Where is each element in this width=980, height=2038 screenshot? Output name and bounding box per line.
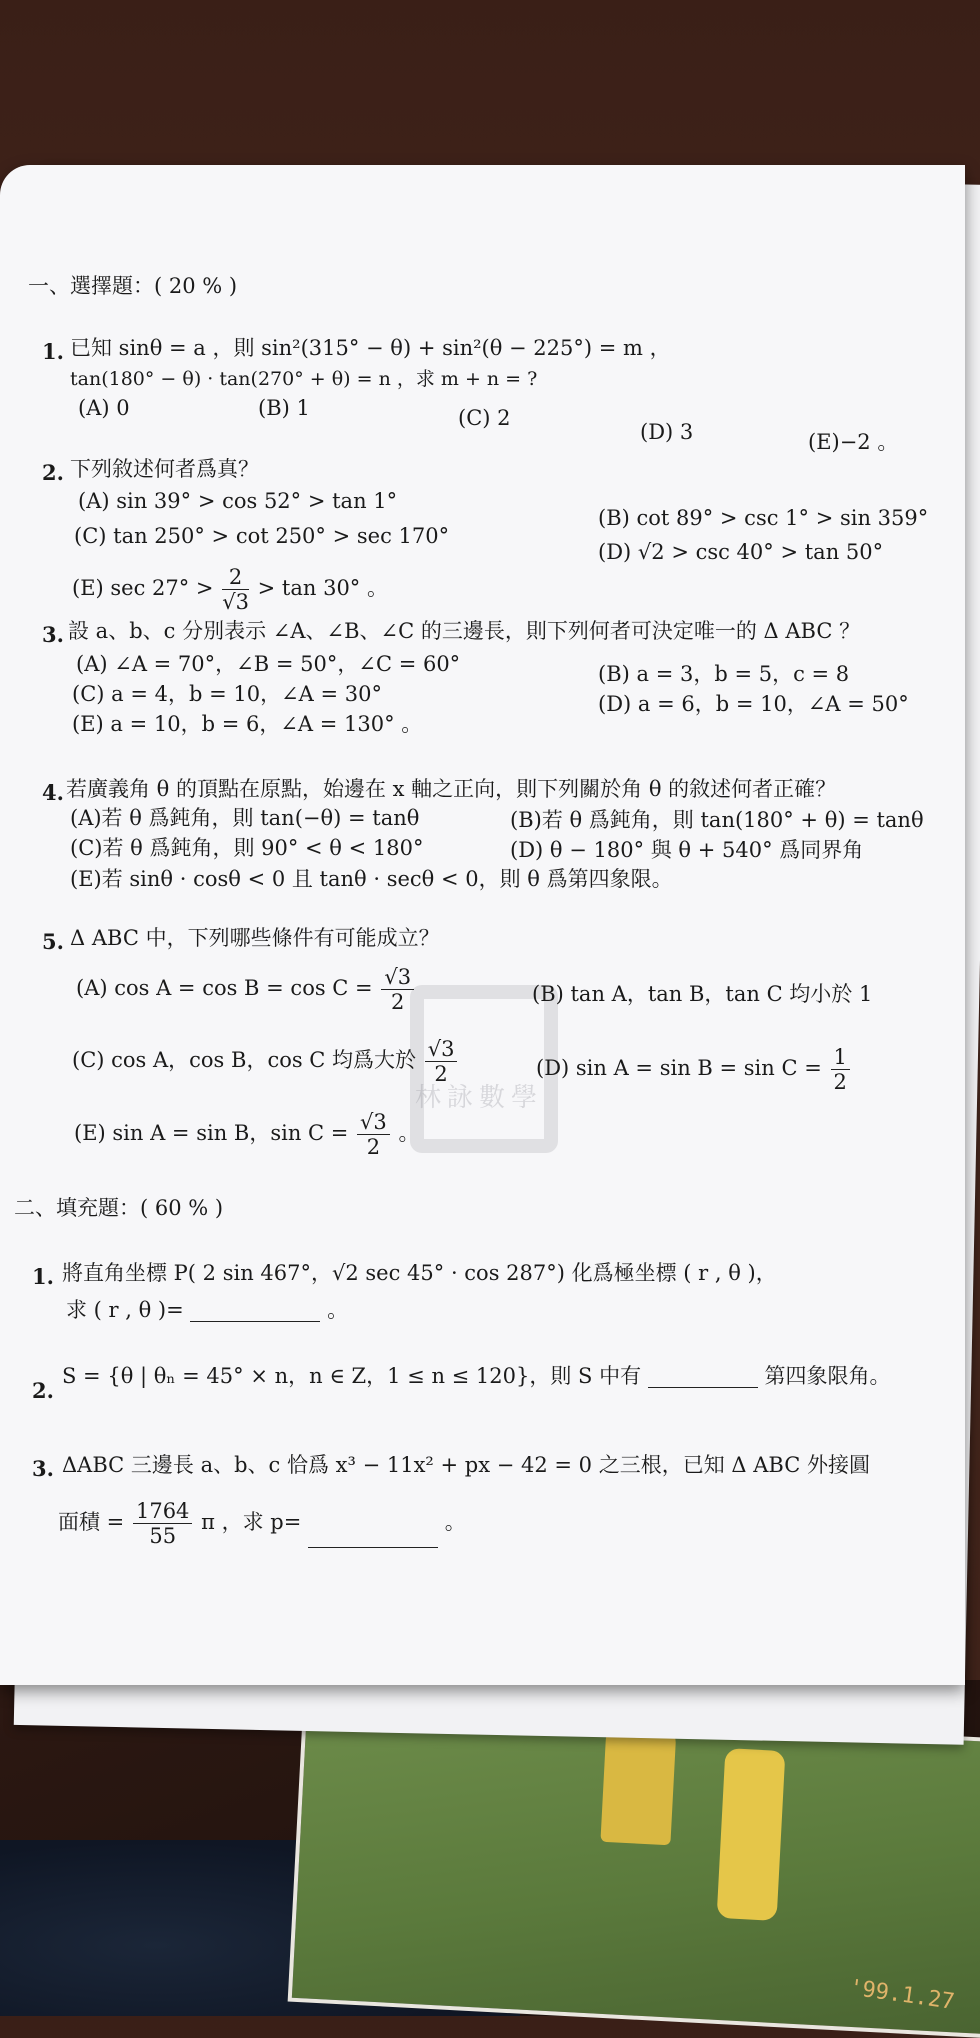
q4-option-c: (C)若 θ 爲鈍角，則 90° < θ < 180° [70,836,424,860]
fraction-numerator: √3 [357,1110,390,1135]
q3-option-a: (A) ∠A = 70°，∠B = 50°，∠C = 60° [76,652,461,676]
fraction [222,565,249,614]
answer-blank[interactable] [190,1321,320,1322]
answer-blank[interactable] [308,1547,438,1548]
fill-q3-pre: 面積 = [58,1510,125,1535]
exam-sheet [0,165,965,1685]
fraction [357,1110,390,1159]
fraction-numerator: √3 [381,965,414,990]
fraction [133,1499,192,1548]
q1-option-e: (E)−2 。 [808,430,899,454]
q2-option-a: (A) sin 39° > cos 52° > tan 1° [78,489,398,513]
q5-number: 5. [42,929,64,954]
fill-q3-line2 [58,1499,466,1548]
q5-option-a-text: (A) cos A = cos B = cos C = [76,976,373,1001]
fill-q3-post: π ，求 p= [201,1510,302,1535]
fill-q1-number: 1. [32,1264,54,1289]
fraction [381,965,414,1014]
section2-title: 二、填充題：( 60 % ) [14,1196,224,1220]
q5-option-b: (B) tan A，tan B，tan C 均小於 1 [532,982,873,1006]
q1-option-c: (C) 2 [458,406,511,430]
photograph [288,1702,980,2038]
q5-option-c-text: (C) cos A，cos B，cos C 均爲大於 [72,1048,417,1073]
q1-option-b: (B) 1 [258,396,310,420]
q1-line2: tan(180° − θ) · tan(270° + θ) = n ，求 m + n = ? [70,368,538,390]
fill-q2-text: S = {θ | θₙ = 45° × n，n ∈ Z，1 ≤ n ≤ 120}，則 S 中有 [62,1364,642,1388]
q1-line1: 已知 sinθ = a ，則 sin²(315° − θ) + sin²(θ − 225°) = m ， [70,336,671,360]
q3-option-e: (E) a = 10，b = 6，∠A = 130° 。 [72,712,423,736]
q2-option-e [72,565,388,614]
fill-q1-line1: 將直角坐標 P( 2 sin 467°，√2 sec 45° · cos 287°) 化爲極坐標 ( r , θ )， [62,1261,777,1285]
fill-q1-end: 。 [327,1298,349,1322]
q4-option-d: (D) θ − 180° 與 θ + 540° 爲同界角 [510,838,864,862]
fraction [425,1037,458,1086]
section1-title: 一、選擇題：( 20 % ) [28,274,238,298]
fraction-denominator: 2 [366,1135,381,1160]
fraction-numerator: 1764 [133,1499,192,1524]
q5-stem: Δ ABC 中，下列哪些條件有可能成立？ [70,926,440,950]
fraction-denominator: 2 [833,1070,847,1095]
q3-option-b: (B) a = 3，b = 5，c = 8 [598,662,850,686]
fraction-denominator: √3 [222,590,249,615]
q4-option-e: (E)若 sinθ · cosθ < 0 且 tanθ · secθ < 0，則 θ 爲第四象限。 [70,867,673,891]
q2-option-e-post: > tan 30° 。 [257,576,388,601]
photo-date-stamp: '99.1.27 [847,1975,957,2015]
q5-option-d [536,1045,852,1094]
q4-option-a: (A)若 θ 爲鈍角，則 tan(−θ) = tanθ [70,806,420,830]
q5-option-d-text: (D) sin A = sin B = sin C = [536,1056,822,1081]
q3-option-c: (C) a = 4，b = 10，∠A = 30° [72,682,382,706]
fraction-denominator: 2 [391,990,405,1015]
q2-number: 2. [42,460,64,485]
q2-option-c: (C) tan 250° > cot 250° > sec 170° [74,524,450,548]
photo-figure [717,1748,786,1921]
fraction-numerator: √3 [425,1037,458,1062]
fill-q1-prompt: 求 ( r , θ )= [66,1298,184,1322]
fraction-numerator: 1 [831,1045,850,1070]
q4-stem: 若廣義角 θ 的頂點在原點，始邊在 x 軸之正向，則下列關於角 θ 的敘述何者正確？ [66,777,837,801]
answer-blank[interactable] [648,1387,758,1388]
q4-option-b: (B)若 θ 爲鈍角，則 tan(180° + θ) = tanθ [510,808,924,832]
q1-number: 1. [42,339,64,364]
q1-option-d: (D) 3 [640,420,694,444]
q5-option-e [74,1110,419,1159]
fraction-denominator: 55 [149,1524,177,1549]
fill-q2-end: 第四象限角。 [764,1364,891,1388]
fraction [831,1045,850,1094]
fill-q3-end: 。 [444,1510,466,1535]
photo-figure [600,1722,676,1845]
fill-q3-number: 3. [32,1456,54,1481]
q3-number: 3. [42,622,64,647]
q2-option-d: (D) √2 > csc 40° > tan 50° [598,540,884,564]
fraction-denominator: 2 [434,1062,448,1087]
q1-option-a: (A) 0 [78,396,130,420]
q2-stem: 下列敘述何者爲真？ [70,457,259,481]
fill-q3-line1: ΔABC 三邊長 a、b、c 恰爲 x³ − 11x² + px − 42 = 0 之三根，已知 Δ ABC 外接圓 [62,1453,870,1477]
fill-q2-line [62,1365,890,1388]
q3-stem: 設 a、b、c 分別表示 ∠A、∠B、∠C 的三邊長，則下列何者可決定唯一的 Δ ABC ？ [68,619,861,643]
watermark-text: 林詠數學 [415,1083,544,1113]
q2-option-e-pre: (E) sec 27° > [72,576,214,601]
q5-option-c [72,1037,459,1086]
fill-q1-line2 [66,1299,348,1322]
q4-number: 4. [42,780,64,805]
q5-option-a [76,965,416,1014]
fill-q2-number: 2. [32,1378,54,1403]
q3-option-d: (D) a = 6，b = 10，∠A = 50° [598,692,909,716]
q5-option-e-text: (E) sin A = sin B，sin C = [74,1121,349,1146]
q2-option-b: (B) cot 89° > csc 1° > sin 359° [598,506,929,530]
q5-option-e-end: 。 [398,1121,420,1146]
fraction-numerator: 2 [222,565,249,590]
